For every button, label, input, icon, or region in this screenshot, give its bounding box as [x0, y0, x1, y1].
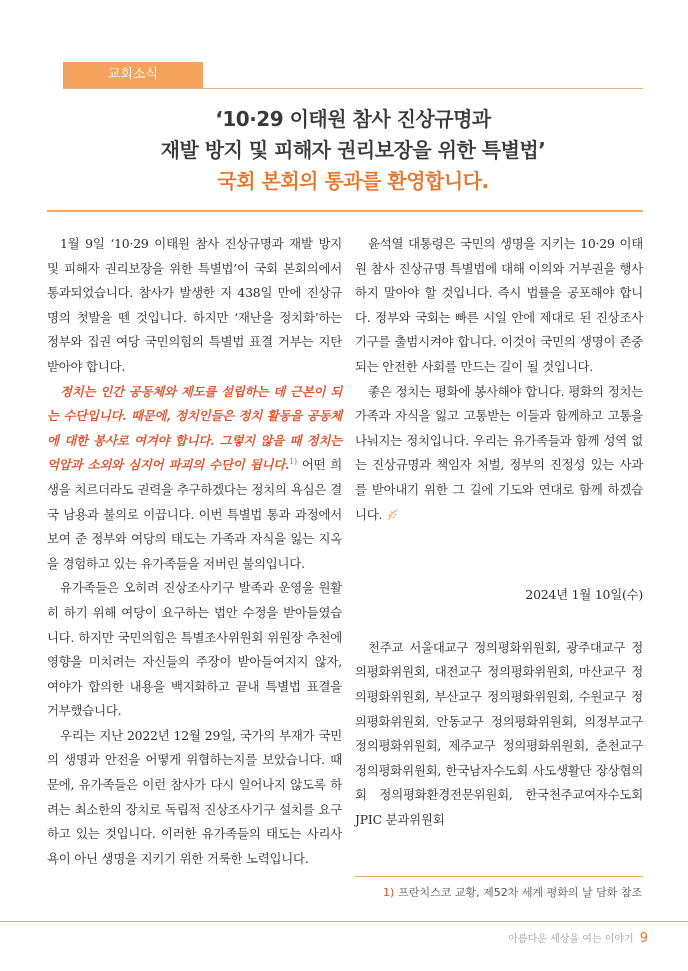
footnote-divider: [355, 876, 643, 877]
left-column: [47, 232, 342, 871]
article-title: [63, 104, 643, 197]
left-paragraph-1: 1월 9일 ‘10·29 이태원 참사 진상규명과 재발 방지 및 피해자 권리보장을 위한 특별법’이 국회 본회의에서 통과되었습니다. 참사가 발생한 지 438일 만에 진상규명의 첫발을 뗀 것입니다. 하지만 ‘재난을 정치화’하는 정부와 집권 여당 국민의힘의 특별법 표결 거부는 지탄받아야 합니다.: [47, 236, 342, 374]
left-paragraph-2-rest: 어떤 희생을 치르더라도 권력을 추구하겠다는 정치의 욕심은 결국 남용과 불의로 이끕니다. 이번 특별법 통과 과정에서 보여 준 정부와 여당의 태도는 가족과 자식을 잃는 지옥을 경험하고 있는 유가족들을 저버린 불의입니다.: [47, 457, 342, 571]
title-line-2: 재발 방지 및 피해자 권리보장을 위한 특별법’: [160, 138, 546, 162]
page-number: 9: [639, 931, 648, 946]
footnote-text: 프란치스코 교황, 제52차 세계 평화의 날 담화 참조: [398, 886, 643, 899]
signatories: 천주교 서울대교구 정의평화위원회, 광주대교구 정의평화위원회, 대전교구 정의평화위원회, 마산교구 정의평화위원회, 부산교구 정의평화위원회, 수원교구 정의평화위원회, 안동교구 정의평화위원회, 의정부교구 정의평화위원회, 제주교구 정의평화위원회, 춘천교구 정의평화위원회, 한국남자수도회 사도생활단 장상협의회 정의평화환경전문위원회, 한국천주교여자수도회 JPIC 분과위원회: [355, 639, 643, 827]
footnote: [383, 884, 642, 900]
title-line-3: 국회 본회의 통과를 환영합니다.: [217, 169, 489, 193]
emphasis-quote: 정치는 인간 공동체와 제도를 설립하는 데 근본이 되는 수단입니다. 때문에, 정치인들은 정치 활동을 공동체에 대한 봉사로 여겨야 합니다. 그렇지 않을 때 정치는 억압과 소외와 심지어 파괴의 수단이 됩니다.: [47, 383, 342, 473]
page-footer: [508, 930, 648, 946]
section-tab: 교회소식: [63, 62, 203, 88]
left-paragraph-4: 우리는 지난 2022년 12월 29일, 국가의 부재가 국민의 생명과 안전을 어떻게 위협하는지를 보았습니다. 때문에, 유가족들은 이런 참사가 다시 일어나지 않도록 하려는 최소한의 장치로 독립적 진상조사기구 설치를 요구하고 있는 것입니다. 이러한 유가족들의 태도는 사리사욕이 아닌 생명을 지키기 위한 거룩한 노력입니다.: [47, 727, 342, 866]
footnote-number: 1): [383, 886, 395, 899]
right-column: [355, 232, 643, 832]
magazine-name: 아름다운 세상을 여는 이야기: [508, 934, 634, 945]
statement-date: 2024년 1월 10일(수): [525, 587, 643, 603]
left-paragraph-2: [47, 380, 342, 577]
right-paragraph-1: 윤석열 대통령은 국민의 생명을 지키는 10·29 이태원 참사 진상규명 특별법에 대해 이의와 거부권을 행사하지 말아야 할 것입니다. 즉시 법률을 공포해야 합니다. 정부와 국회는 빠른 시일 안에 제대로 된 진상조사기구를 출범시켜야 합니다. 이것이 국민의 생명이 존중되는 안전한 사회를 만드는 길이 될 것입니다.: [355, 236, 643, 374]
title-rule: [47, 210, 643, 212]
footer-divider: [0, 921, 688, 922]
leaf-end-icon: [386, 508, 399, 521]
right-paragraph-2-text: 좋은 정치는 평화에 봉사해야 합니다. 평화의 정치는 가족과 자식을 잃고 고통받는 이들과 함께하고 고통을 나눠지는 정치입니다. 우리는 유가족들과 함께 성역 없는 진상규명과 책임자 처벌, 정부의 진정성 있는 사과를 받아내기 위한 그 길에 기도와 연대로 함께 하겠습니다.: [355, 383, 643, 522]
right-paragraph-2: [355, 380, 643, 528]
left-paragraph-3: 유가족들은 오히려 진상조사기구 발족과 운영을 원활히 하기 위해 여당이 요구하는 법안 수정을 받아들였습니다. 하지만 국민의힘은 특별조사위원회 위원장 추천에 영향을 미치려는 자신들의 주장이 받아들여지지 않자, 여야가 합의한 내용을 백지화하고 끝내 특별법 표결을 거부했습니다.: [47, 580, 342, 719]
top-divider: [63, 88, 643, 89]
footnote-ref[interactable]: 1): [289, 457, 297, 467]
title-line-1: ‘10·29 이태원 참사 진상규명과: [215, 107, 491, 131]
